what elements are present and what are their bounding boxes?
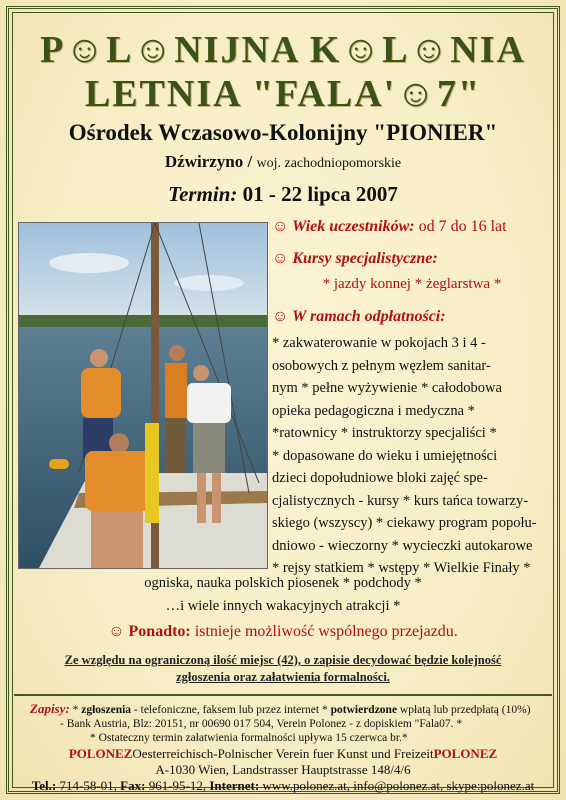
location-line	[0, 152, 566, 172]
internet-value: www.polonez.at, info@polonez.at, skype:polonez.at	[259, 778, 535, 793]
wiek-label: Wiek uczestników:	[292, 218, 415, 235]
smiley-icon: ☺	[108, 623, 125, 640]
included-line: *ratownicy * instruktorzy specjaliści *	[272, 425, 497, 441]
organizer-name-line	[0, 746, 566, 762]
included-line: cjalistycznych - kursy * kurs tańca towarzy-	[272, 492, 529, 509]
zapisy-bold-zgloszenia: zgłoszenia	[81, 704, 132, 716]
included-line: dniowo - wieczorny * wycieczki autokarowe	[272, 537, 533, 554]
location-region: woj. zachodniopomorskie	[256, 156, 402, 171]
tel-value: 714-58-01,	[56, 778, 121, 793]
capacity-note	[58, 652, 508, 686]
termin-label: Termin:	[168, 182, 238, 206]
internet-label: Internet:	[209, 778, 260, 793]
included-list-narrow	[272, 332, 552, 580]
organizer-block	[0, 746, 566, 794]
organizer-name: Oesterreichisch-Polnischer Verein fuer Kunst und Freizeit	[132, 746, 434, 761]
zapisy-text: *	[69, 704, 82, 716]
included-line: dzieci dopołudniowe bloki zajęć spe-	[272, 470, 488, 486]
ponadto-value: istnieje możliwość wspólnego przejazdu.	[190, 623, 458, 640]
capacity-note-line2: zgłoszenia oraz załatwienia formalności.	[176, 670, 390, 684]
kursy-label: Kursy specjalistyczne:	[292, 250, 438, 267]
page-title-line1: P☺L☺NIJNA K☺L☺NIA	[40, 29, 526, 71]
zapisy-line1	[30, 702, 540, 717]
included-line: osobowych z pełnym węzłem sanitar-	[272, 357, 491, 374]
termin-value: 01 - 22 lipca 2007	[237, 182, 398, 206]
odplatnosc-line	[272, 308, 446, 326]
included-list-wide	[0, 572, 566, 617]
location-name: Dźwirzyno	[164, 152, 244, 171]
zapisy-line2: - Bank Austria, Blz: 20151, nr 00690 017 504, Verein Polonez - z dopiskiem "Fala07. *	[60, 718, 463, 730]
ponadto-label: Ponadto:	[128, 623, 191, 640]
capacity-note-line1: Ze względu na ograniczoną ilość miejsc (42), o zapisie decydować będzie kolejność	[64, 653, 502, 667]
included-line: …i wiele innych wakacyjnych atrakcji *	[165, 597, 401, 614]
polonez-brand: POLONEZ	[433, 746, 498, 761]
zapisy-label: Zapisy:	[30, 701, 70, 716]
tel-label: Tel.:	[31, 778, 57, 793]
included-line: skiego (wszyscy) * ciekawy program popołu-	[272, 515, 537, 531]
smiley-icon: ☺	[272, 218, 289, 235]
zapisy-bold-potwierdzone: potwierdzone	[330, 704, 398, 716]
odplatnosc-label: W ramach odpłatności:	[292, 308, 446, 325]
fax-label: Fax:	[120, 778, 146, 793]
zapisy-text: wpłatą lub przedpłatą (10%)	[397, 704, 531, 716]
kursy-line	[272, 250, 438, 268]
page-title-line2: LETNIA "FALA'☺7"	[84, 73, 482, 115]
included-line: nym * pełne wyżywienie * całodobowa	[272, 380, 502, 396]
zapisy-line3: * Ostateczny termin załatwienia formalności upływa 15 czerwca br.*	[90, 732, 408, 744]
smiley-icon: ☺	[272, 250, 289, 267]
included-line: * dopasowane do wieku i umiejętności	[272, 447, 498, 464]
termin-line	[0, 182, 566, 207]
included-line: * rejsy statkiem * wstępy * Wielkie Finały *	[272, 560, 531, 576]
included-line: ogniska, nauka polskich piosenek * podchody *	[144, 575, 422, 591]
included-line: opieka pedagogiczna i medyczna *	[272, 402, 475, 419]
polonez-brand: POLONEZ	[68, 746, 133, 761]
contact-line	[0, 778, 566, 794]
ponadto-line	[0, 623, 566, 641]
location-separator: /	[243, 152, 257, 171]
organizer-address: A-1030 Wien, Landstrasser Hauptstrasse 148/4/6	[155, 762, 411, 777]
sailboat-photo	[18, 222, 268, 569]
included-line: * zakwaterowanie w pokojach 3 i 4 -	[272, 335, 486, 351]
fax-value: 961-95-12,	[145, 778, 210, 793]
zapisy-block	[30, 702, 540, 745]
venue-title: Ośrodek Wczasowo-Kolonijny "PIONIER"	[68, 120, 498, 145]
wiek-value: od 7 do 16 lat	[414, 218, 507, 235]
kursy-list: * jazdy konnej * żeglarstwa *	[322, 276, 502, 292]
wiek-line	[272, 218, 507, 236]
smiley-icon: ☺	[272, 308, 289, 325]
zapisy-text: - telefoniczne, faksem lub przez internet *	[131, 704, 331, 716]
sailboat-photo-image	[19, 223, 267, 568]
